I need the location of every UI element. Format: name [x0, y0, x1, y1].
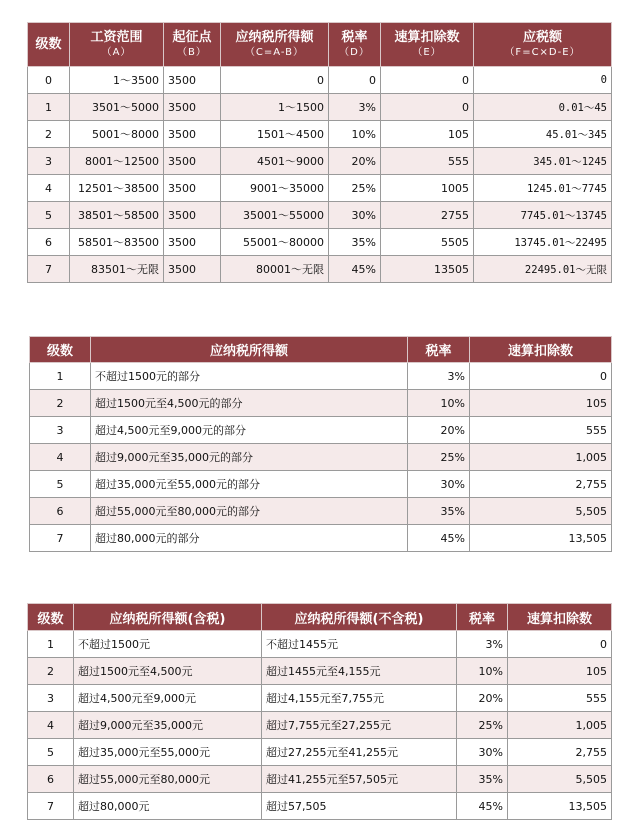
table3-cell-level: 6 [28, 766, 74, 793]
table3-cell-deduction: 13,505 [508, 793, 612, 820]
table1-cell-deduction: 13505 [381, 256, 474, 283]
table1-cell-threshold: 3500 [164, 94, 221, 121]
table3-cell-income-without-tax: 超过57,505 [262, 793, 457, 820]
table1-cell-tax-amount: 7745.01～13745 [474, 202, 612, 229]
table2-cell-deduction: 1,005 [470, 444, 612, 471]
table2-header-deduction: 速算扣除数 [470, 337, 612, 363]
table1-row [28, 175, 612, 202]
table2-cell-level: 5 [30, 471, 91, 498]
table1-cell-taxable-income: 9001～35000 [221, 175, 329, 202]
table2-cell-taxable-income: 超过80,000元的部分 [91, 525, 408, 552]
table1-header-tax-amount: 应税额 （F=C×D-E） [474, 23, 612, 67]
table3-cell-rate: 20% [457, 685, 508, 712]
table1-cell-level: 3 [28, 148, 70, 175]
table2-row [30, 363, 612, 390]
tax-bracket-table-simple [29, 336, 612, 552]
tax-bracket-table-inclusive-exclusive [27, 603, 612, 820]
table3-row [28, 739, 612, 766]
table3-cell-rate: 25% [457, 712, 508, 739]
table1-cell-threshold: 3500 [164, 175, 221, 202]
table2-cell-deduction: 105 [470, 390, 612, 417]
table3-cell-level: 4 [28, 712, 74, 739]
table1-cell-deduction: 0 [381, 94, 474, 121]
table1-cell-threshold: 3500 [164, 67, 221, 94]
table3-cell-rate: 3% [457, 631, 508, 658]
table1-cell-tax-amount: 0 [474, 67, 612, 94]
table3-cell-deduction: 1,005 [508, 712, 612, 739]
table2-cell-deduction: 2,755 [470, 471, 612, 498]
table1-cell-salary-range: 12501～38500 [70, 175, 164, 202]
table3-header-row [28, 604, 612, 631]
table1-cell-deduction: 2755 [381, 202, 474, 229]
table1-header-level: 级数 [28, 23, 70, 67]
table1-header-threshold: 起征点 （B） [164, 23, 221, 67]
table1-cell-level: 0 [28, 67, 70, 94]
table2-header-taxable-income: 应纳税所得额 [91, 337, 408, 363]
table1-cell-taxable-income: 80001～无限 [221, 256, 329, 283]
table1-cell-salary-range: 8001～12500 [70, 148, 164, 175]
table1-row [28, 202, 612, 229]
table1-cell-rate: 20% [329, 148, 381, 175]
table2-header-rate: 税率 [408, 337, 470, 363]
table2-cell-level: 4 [30, 444, 91, 471]
table3-cell-income-without-tax: 超过4,155元至7,755元 [262, 685, 457, 712]
table1-header-taxable-income: 应纳税所得额 （C=A-B） [221, 23, 329, 67]
table2-row [30, 444, 612, 471]
table2-row [30, 471, 612, 498]
table1-cell-threshold: 3500 [164, 148, 221, 175]
table2-cell-rate: 3% [408, 363, 470, 390]
table2-cell-level: 6 [30, 498, 91, 525]
table1-cell-rate: 35% [329, 229, 381, 256]
table1-cell-salary-range: 1～3500 [70, 67, 164, 94]
table2-cell-taxable-income: 超过55,000元至80,000元的部分 [91, 498, 408, 525]
table3-cell-level: 1 [28, 631, 74, 658]
table2-cell-level: 1 [30, 363, 91, 390]
table1-header-row [28, 23, 612, 67]
table3-cell-level: 7 [28, 793, 74, 820]
table1-cell-level: 6 [28, 229, 70, 256]
table3-cell-income-with-tax: 超过35,000元至55,000元 [74, 739, 262, 766]
table3-header-income-without-tax: 应纳税所得额(不含税) [262, 604, 457, 631]
table2-cell-level: 7 [30, 525, 91, 552]
table1-row [28, 256, 612, 283]
table2-cell-rate: 35% [408, 498, 470, 525]
table3-row [28, 793, 612, 820]
table2-cell-level: 3 [30, 417, 91, 444]
table3-cell-rate: 45% [457, 793, 508, 820]
table1-cell-taxable-income: 1～1500 [221, 94, 329, 121]
table1-cell-taxable-income: 35001～55000 [221, 202, 329, 229]
table3-cell-income-without-tax: 超过41,255元至57,505元 [262, 766, 457, 793]
table1-cell-level: 7 [28, 256, 70, 283]
table1-cell-salary-range: 5001～8000 [70, 121, 164, 148]
table1-cell-rate: 30% [329, 202, 381, 229]
table2-cell-taxable-income: 不超过1500元的部分 [91, 363, 408, 390]
table3-cell-rate: 10% [457, 658, 508, 685]
table2-cell-deduction: 0 [470, 363, 612, 390]
table1-cell-threshold: 3500 [164, 229, 221, 256]
table1-cell-threshold: 3500 [164, 202, 221, 229]
table3-cell-deduction: 5,505 [508, 766, 612, 793]
table2-cell-deduction: 555 [470, 417, 612, 444]
table2-cell-taxable-income: 超过35,000元至55,000元的部分 [91, 471, 408, 498]
table3-cell-level: 5 [28, 739, 74, 766]
table3-cell-rate: 35% [457, 766, 508, 793]
table1-cell-salary-range: 83501～无限 [70, 256, 164, 283]
table3-cell-income-without-tax: 超过27,255元至41,255元 [262, 739, 457, 766]
table2-cell-level: 2 [30, 390, 91, 417]
table1-cell-salary-range: 58501～83500 [70, 229, 164, 256]
table1-cell-taxable-income: 0 [221, 67, 329, 94]
table3-cell-deduction: 555 [508, 685, 612, 712]
table3-cell-income-without-tax: 超过7,755元至27,255元 [262, 712, 457, 739]
table1-cell-tax-amount: 1245.01～7745 [474, 175, 612, 202]
table3-cell-deduction: 0 [508, 631, 612, 658]
table1-cell-taxable-income: 1501～4500 [221, 121, 329, 148]
table1-cell-tax-amount: 13745.01～22495 [474, 229, 612, 256]
table1-cell-deduction: 5505 [381, 229, 474, 256]
table2-cell-taxable-income: 超过9,000元至35,000元的部分 [91, 444, 408, 471]
table3-cell-rate: 30% [457, 739, 508, 766]
table3-cell-income-without-tax: 不超过1455元 [262, 631, 457, 658]
table3-header-deduction: 速算扣除数 [508, 604, 612, 631]
table3-header-income-with-tax: 应纳税所得额(含税) [74, 604, 262, 631]
table1-cell-tax-amount: 45.01～345 [474, 121, 612, 148]
tax-bracket-table-detailed [27, 22, 612, 283]
table1-cell-salary-range: 38501～58500 [70, 202, 164, 229]
table2-cell-rate: 10% [408, 390, 470, 417]
table2-header-level: 级数 [30, 337, 91, 363]
table1-cell-rate: 45% [329, 256, 381, 283]
table1-row [28, 67, 612, 94]
table2-row [30, 390, 612, 417]
table1-cell-taxable-income: 55001～80000 [221, 229, 329, 256]
table3-cell-income-without-tax: 超过1455元至4,155元 [262, 658, 457, 685]
table1-cell-salary-range: 3501～5000 [70, 94, 164, 121]
table3-cell-income-with-tax: 超过55,000元至80,000元 [74, 766, 262, 793]
table3-cell-income-with-tax: 超过80,000元 [74, 793, 262, 820]
table1-cell-deduction: 555 [381, 148, 474, 175]
table1-cell-tax-amount: 0.01～45 [474, 94, 612, 121]
table1-cell-threshold: 3500 [164, 256, 221, 283]
table3-cell-deduction: 2,755 [508, 739, 612, 766]
table2-cell-taxable-income: 超过4,500元至9,000元的部分 [91, 417, 408, 444]
table1-row [28, 148, 612, 175]
table3-row [28, 712, 612, 739]
table1-header-salary-range: 工资范围 （A） [70, 23, 164, 67]
table3-cell-level: 2 [28, 658, 74, 685]
table2-row [30, 525, 612, 552]
table1-cell-threshold: 3500 [164, 121, 221, 148]
table1-cell-rate: 0 [329, 67, 381, 94]
table1-cell-tax-amount: 22495.01～无限 [474, 256, 612, 283]
table3-cell-income-with-tax: 不超过1500元 [74, 631, 262, 658]
table3-row [28, 658, 612, 685]
table1-cell-level: 5 [28, 202, 70, 229]
table3-row [28, 631, 612, 658]
table2-cell-rate: 25% [408, 444, 470, 471]
table2-cell-rate: 30% [408, 471, 470, 498]
table1-header-deduction: 速算扣除数 （E） [381, 23, 474, 67]
table1-cell-rate: 10% [329, 121, 381, 148]
table1-cell-rate: 25% [329, 175, 381, 202]
table2-cell-deduction: 13,505 [470, 525, 612, 552]
table3-header-level: 级数 [28, 604, 74, 631]
table2-row [30, 498, 612, 525]
table1-row [28, 121, 612, 148]
table1-row [28, 94, 612, 121]
table2-cell-taxable-income: 超过1500元至4,500元的部分 [91, 390, 408, 417]
table3-cell-income-with-tax: 超过1500元至4,500元 [74, 658, 262, 685]
table3-row [28, 766, 612, 793]
table1-cell-deduction: 105 [381, 121, 474, 148]
table1-header-rate: 税率 （D） [329, 23, 381, 67]
table2-cell-rate: 45% [408, 525, 470, 552]
table1-cell-level: 1 [28, 94, 70, 121]
table3-cell-deduction: 105 [508, 658, 612, 685]
table1-cell-deduction: 0 [381, 67, 474, 94]
table1-cell-tax-amount: 345.01～1245 [474, 148, 612, 175]
table3-cell-income-with-tax: 超过4,500元至9,000元 [74, 685, 262, 712]
table3-header-rate: 税率 [457, 604, 508, 631]
table2-cell-deduction: 5,505 [470, 498, 612, 525]
table1-cell-level: 2 [28, 121, 70, 148]
table1-cell-rate: 3% [329, 94, 381, 121]
table3-cell-income-with-tax: 超过9,000元至35,000元 [74, 712, 262, 739]
table3-cell-level: 3 [28, 685, 74, 712]
table1-row [28, 229, 612, 256]
table1-cell-deduction: 1005 [381, 175, 474, 202]
table2-cell-rate: 20% [408, 417, 470, 444]
table2-header-row [30, 337, 612, 363]
table1-cell-taxable-income: 4501～9000 [221, 148, 329, 175]
table2-row [30, 417, 612, 444]
table3-row [28, 685, 612, 712]
table1-cell-level: 4 [28, 175, 70, 202]
